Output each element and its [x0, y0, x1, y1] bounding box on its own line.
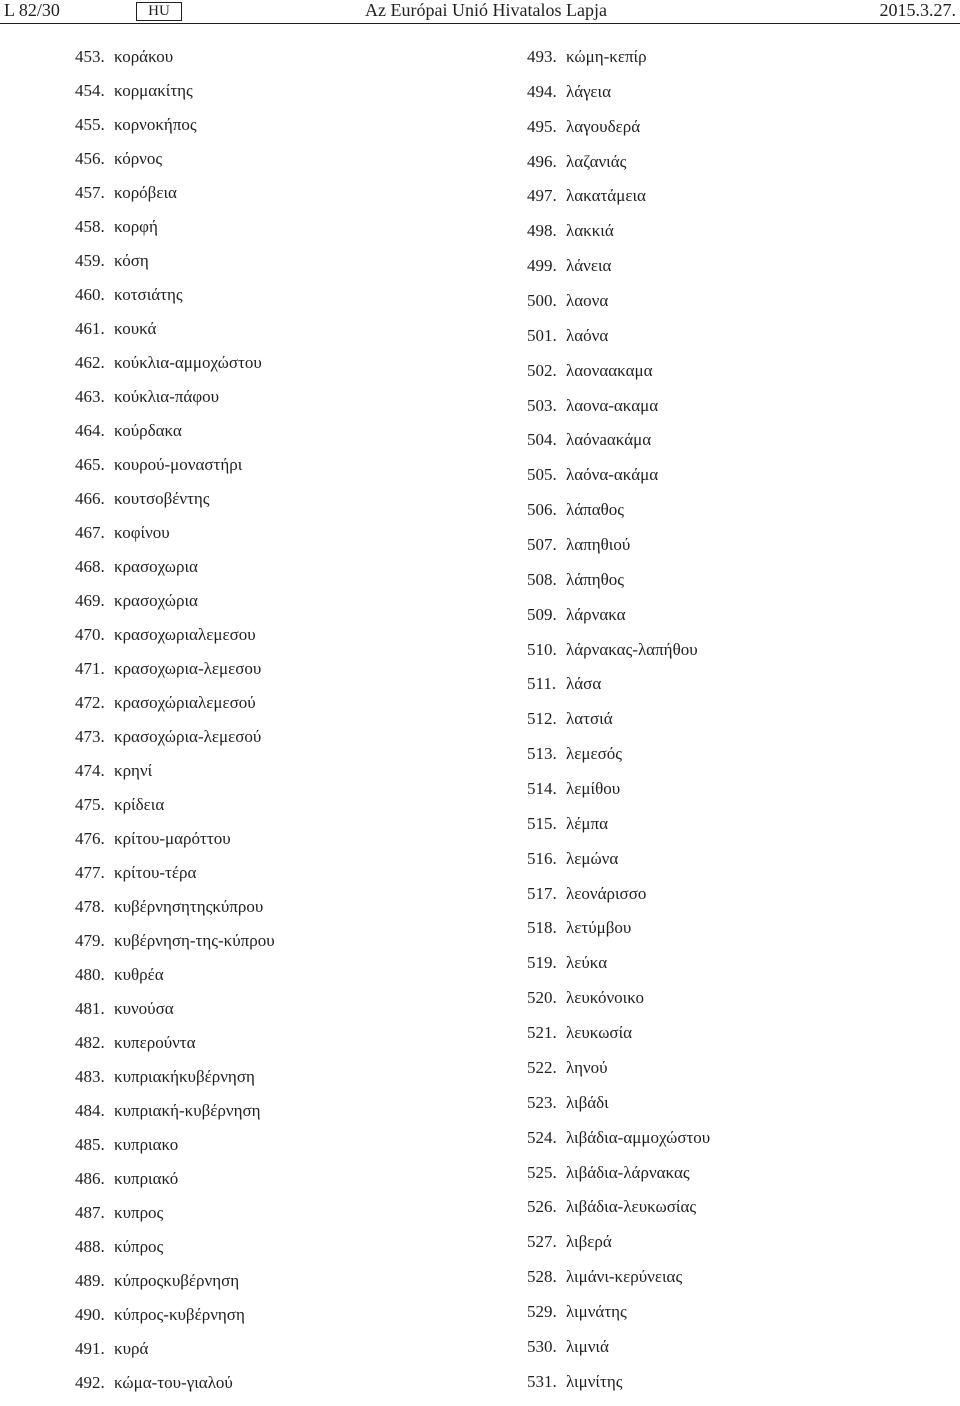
list-item-text: κορόβεια [114, 183, 177, 202]
list-item-number: 482. [75, 1033, 105, 1052]
list-item-text: λιμνάτης [566, 1301, 627, 1321]
list-item-number: 457. [75, 183, 105, 202]
list-item [527, 917, 710, 952]
list-item-number: 509. [527, 604, 557, 624]
list-item-text: κοτσιάτης [114, 285, 183, 304]
list-item-text: κώμη-κεπίρ [566, 47, 647, 66]
list-item-number: 467. [75, 523, 105, 542]
list-item-text: λακκιά [566, 221, 614, 241]
list-item-number: 488. [75, 1237, 105, 1256]
list-item-text: κρίδεια [114, 795, 165, 814]
list-item-text: κορφή [114, 217, 158, 236]
list-item [527, 1127, 710, 1162]
left-column-list [75, 46, 275, 1406]
page-header [0, 0, 960, 24]
list-item [527, 1231, 710, 1266]
journal-title: Az Európai Unió Hivatalos Lapja [365, 0, 607, 20]
list-item-number: 466. [75, 489, 105, 508]
list-item-number: 455. [75, 115, 105, 134]
list-item-number: 486. [75, 1169, 105, 1188]
list-item-number: 516. [527, 848, 557, 868]
list-item [527, 604, 710, 639]
list-item-number: 471. [75, 659, 105, 678]
list-item-number: 531. [527, 1371, 557, 1391]
list-item [527, 987, 710, 1022]
list-item-text: λιβάδια-λευκωσίας [566, 1197, 697, 1217]
list-item [75, 828, 275, 862]
list-item-number: 453. [75, 47, 105, 66]
list-item-text: λεμώνα [566, 848, 619, 868]
list-item [75, 1202, 275, 1236]
list-item-text: κυρά [114, 1339, 149, 1358]
list-item [527, 1162, 710, 1197]
list-item [527, 708, 710, 743]
list-item-number: 514. [527, 779, 557, 799]
list-item-text: λέμπα [566, 813, 608, 833]
list-item-text: λεονάρισσο [566, 883, 647, 903]
list-item-number: 490. [75, 1305, 105, 1324]
list-item-number: 507. [527, 535, 557, 555]
list-item-text: λάσα [566, 674, 602, 694]
list-item [527, 429, 710, 464]
list-item-text: κυβέρνησητηςκύπρου [114, 897, 264, 916]
list-item-text: λεμεσός [566, 744, 623, 764]
list-item [527, 499, 710, 534]
list-item-number: 454. [75, 81, 105, 100]
list-item-text: κρασοχωρια-λεμεσου [114, 659, 262, 678]
publication-date: 2015.3.27. [879, 0, 956, 20]
list-item-text: λιμνίτης [566, 1371, 623, 1391]
list-item [75, 590, 275, 624]
list-item [527, 220, 710, 255]
list-item [527, 534, 710, 569]
list-item-number: 508. [527, 569, 557, 589]
list-item [527, 1266, 710, 1301]
list-item [75, 624, 275, 658]
page-number: L 82/30 [4, 0, 60, 20]
list-item-number: 505. [527, 465, 557, 485]
list-item-text: λιβερά [566, 1232, 612, 1252]
list-item-number: 461. [75, 319, 105, 338]
list-item-number: 495. [527, 116, 557, 136]
list-item-text: κυπερούντα [114, 1033, 196, 1052]
list-item-text: λάγεια [566, 81, 611, 101]
list-item-text: λαονα-ακαμα [566, 395, 659, 415]
list-item-text: κούκλια-πάφου [114, 387, 220, 406]
list-item-number: 512. [527, 709, 557, 729]
list-item-text: κρασοχώρια [114, 591, 198, 610]
list-item [75, 1032, 275, 1066]
list-item-number: 498. [527, 221, 557, 241]
list-item-text: κρίτου-τέρα [114, 863, 197, 882]
list-item-number: 494. [527, 81, 557, 101]
list-item [75, 1270, 275, 1304]
list-item-number: 523. [527, 1092, 557, 1112]
list-item-number: 530. [527, 1336, 557, 1356]
list-item-text: λάρνακας-λαπήθου [566, 639, 698, 659]
list-item [75, 1304, 275, 1338]
header-rule [0, 23, 960, 24]
list-item-number: 524. [527, 1127, 557, 1147]
list-item-number: 462. [75, 353, 105, 372]
list-item-text: λαγουδερά [566, 116, 641, 136]
list-item [75, 998, 275, 1032]
list-item [75, 964, 275, 998]
list-item-number: 513. [527, 744, 557, 764]
list-item-text: λαονα [566, 291, 609, 311]
list-item-text: κούρδακα [114, 421, 182, 440]
list-item-text: ληνού [566, 1057, 608, 1077]
list-item-number: 522. [527, 1057, 557, 1077]
list-item [75, 862, 275, 896]
list-item-text: κουρού-μοναστήρι [114, 455, 243, 474]
list-item-text: κρίτου-μαρόττου [114, 829, 231, 848]
list-item [527, 151, 710, 186]
list-item [527, 1092, 710, 1127]
list-item-number: 526. [527, 1197, 557, 1217]
list-item-number: 472. [75, 693, 105, 712]
list-item-text: κρασοχωρια [114, 557, 198, 576]
list-item-text: λαοναακαμα [566, 360, 653, 380]
list-item [75, 454, 275, 488]
list-item [527, 81, 710, 116]
list-item-number: 521. [527, 1023, 557, 1043]
list-item-text: λακατάμεια [566, 186, 646, 206]
list-item-text: κυπρος [114, 1203, 164, 1222]
list-item-number: 478. [75, 897, 105, 916]
language-code-box: HU [136, 2, 182, 21]
list-item [527, 116, 710, 151]
list-item [527, 325, 710, 360]
list-item [75, 216, 275, 250]
list-item-text: λευκόνοικο [566, 988, 644, 1008]
list-item-number: 502. [527, 360, 557, 380]
list-item-text: κρηνί [114, 761, 153, 780]
list-item [75, 1236, 275, 1270]
list-item-number: 483. [75, 1067, 105, 1086]
list-item [75, 930, 275, 964]
list-item-text: κυνούσα [114, 999, 174, 1018]
list-item [75, 726, 275, 760]
list-item [75, 318, 275, 352]
list-item [527, 360, 710, 395]
list-item [75, 692, 275, 726]
list-item-number: 506. [527, 500, 557, 520]
list-item [527, 1301, 710, 1336]
list-item [527, 1336, 710, 1371]
list-item-number: 497. [527, 186, 557, 206]
list-item [75, 182, 275, 216]
list-item [75, 46, 275, 80]
list-item-number: 511. [527, 674, 557, 694]
list-item-text: κυπριακο [114, 1135, 179, 1154]
list-item-text: κύπρος [114, 1237, 164, 1256]
list-item-number: 464. [75, 421, 105, 440]
list-item-text: κρασοχωριαλεμεσου [114, 625, 256, 644]
list-item-text: κυβέρνηση-της-κύπρου [114, 931, 275, 950]
list-item-number: 485. [75, 1135, 105, 1154]
list-item-number: 500. [527, 291, 557, 311]
list-item [527, 290, 710, 325]
list-item-number: 456. [75, 149, 105, 168]
list-item-text: λευκωσία [566, 1023, 633, 1043]
list-item-text: λάνεια [566, 256, 612, 276]
list-item [75, 556, 275, 590]
list-item-text: λιμνιά [566, 1336, 609, 1356]
list-item-number: 458. [75, 217, 105, 236]
list-item-number: 465. [75, 455, 105, 474]
list-item-text: λιβάδια-αμμοχώστου [566, 1127, 711, 1147]
list-item-number: 518. [527, 918, 557, 938]
list-item-number: 460. [75, 285, 105, 304]
list-item [75, 80, 275, 114]
list-item-text: λεύκα [566, 953, 608, 973]
list-item-number: 477. [75, 863, 105, 882]
list-item-text: λιμάνι-κερύνειας [566, 1267, 683, 1287]
list-item [75, 488, 275, 522]
list-item [527, 1371, 710, 1406]
list-item [75, 896, 275, 930]
list-item-number: 515. [527, 813, 557, 833]
list-item-number: 473. [75, 727, 105, 746]
list-item-number: 481. [75, 999, 105, 1018]
list-item [75, 386, 275, 420]
list-item-text: κυθρέα [114, 965, 164, 984]
list-item [75, 1168, 275, 1202]
list-item-number: 499. [527, 256, 557, 276]
list-item-number: 517. [527, 883, 557, 903]
list-item [527, 673, 710, 708]
list-item-text: κρασοχώριαλεμεσού [114, 693, 256, 712]
list-item-number: 501. [527, 325, 557, 345]
list-item [527, 1196, 710, 1231]
list-item [527, 185, 710, 220]
list-item-text: κυπριακό [114, 1169, 179, 1188]
list-item-text: κοφίνου [114, 523, 170, 542]
list-item-number: 492. [75, 1373, 105, 1392]
list-item-number: 519. [527, 953, 557, 973]
list-item-text: κώμα-του-γιαλού [114, 1373, 233, 1392]
right-column-list [527, 46, 710, 1406]
list-item [527, 1057, 710, 1092]
list-item [527, 395, 710, 430]
list-item-text: κουτσοβέντης [114, 489, 210, 508]
list-item-number: 474. [75, 761, 105, 780]
list-item-text: λετύμβου [566, 918, 632, 938]
list-item-text: κόση [114, 251, 149, 270]
list-item-text: λιβάδια-λάρνακας [566, 1162, 690, 1182]
list-item [527, 778, 710, 813]
list-item-number: 479. [75, 931, 105, 950]
list-item-number: 463. [75, 387, 105, 406]
list-item-text: κουκά [114, 319, 157, 338]
list-item [527, 813, 710, 848]
list-item-text: κορμακίτης [114, 81, 193, 100]
list-item-text: λιβάδι [566, 1092, 609, 1112]
list-item-number: 470. [75, 625, 105, 644]
list-item [527, 952, 710, 987]
list-item-number: 520. [527, 988, 557, 1008]
list-item-text: λαόνα [566, 325, 609, 345]
list-item-number: 525. [527, 1162, 557, 1182]
list-item-number: 496. [527, 151, 557, 171]
list-item [75, 658, 275, 692]
list-item [75, 1066, 275, 1100]
list-item-text: λάπηθος [566, 569, 624, 589]
list-item-text: κύπρος-κυβέρνηση [114, 1305, 245, 1324]
list-item [75, 1338, 275, 1372]
list-item-text: λαζανιάς [566, 151, 627, 171]
list-item [527, 883, 710, 918]
list-item [527, 569, 710, 604]
list-item-text: λαπηθιού [566, 535, 631, 555]
list-item-number: 475. [75, 795, 105, 814]
list-item-text: λαόνaακάμα [566, 430, 652, 450]
list-item-number: 487. [75, 1203, 105, 1222]
list-item-text: κορνοκήπος [114, 115, 197, 134]
list-item-text: λατσιά [566, 709, 613, 729]
list-item [75, 1134, 275, 1168]
list-item [75, 250, 275, 284]
list-item-text: λάπαθος [566, 500, 625, 520]
list-item-number: 476. [75, 829, 105, 848]
list-item-number: 528. [527, 1267, 557, 1287]
list-item [75, 284, 275, 318]
list-item-number: 484. [75, 1101, 105, 1120]
list-item-text: κούκλια-αμμοχώστου [114, 353, 262, 372]
list-item-text: λεμίθου [566, 779, 621, 799]
list-item [75, 1372, 275, 1406]
list-item-number: 493. [527, 47, 557, 66]
list-item-text: κόρνος [114, 149, 163, 168]
list-item-number: 468. [75, 557, 105, 576]
list-item-number: 503. [527, 395, 557, 415]
list-item-number: 459. [75, 251, 105, 270]
list-item [527, 255, 710, 290]
list-item-text: κύπροςκυβέρνηση [114, 1271, 240, 1290]
list-item [75, 794, 275, 828]
list-item [527, 848, 710, 883]
list-item-text: κρασοχώρια-λεμεσού [114, 727, 262, 746]
list-item [75, 352, 275, 386]
list-item [527, 639, 710, 674]
list-item [527, 1022, 710, 1057]
list-item-number: 527. [527, 1232, 557, 1252]
list-item-number: 489. [75, 1271, 105, 1290]
list-item [75, 522, 275, 556]
list-item-number: 510. [527, 639, 557, 659]
list-item-number: 529. [527, 1301, 557, 1321]
list-item-number: 504. [527, 430, 557, 450]
list-item-text: κυπριακή-κυβέρνηση [114, 1101, 261, 1120]
list-item [527, 46, 710, 81]
list-item [75, 1100, 275, 1134]
list-item-text: λαόνα-ακάμα [566, 465, 659, 485]
list-item-text: κοράκου [114, 47, 174, 66]
list-item [527, 464, 710, 499]
list-item [75, 114, 275, 148]
list-item-number: 469. [75, 591, 105, 610]
list-item-text: κυπριακήκυβέρνηση [114, 1067, 255, 1086]
list-item-number: 491. [75, 1339, 105, 1358]
list-item [75, 148, 275, 182]
list-item [75, 420, 275, 454]
list-item [527, 743, 710, 778]
list-item-text: λάρνακα [566, 604, 626, 624]
list-item [75, 760, 275, 794]
list-item-number: 480. [75, 965, 105, 984]
